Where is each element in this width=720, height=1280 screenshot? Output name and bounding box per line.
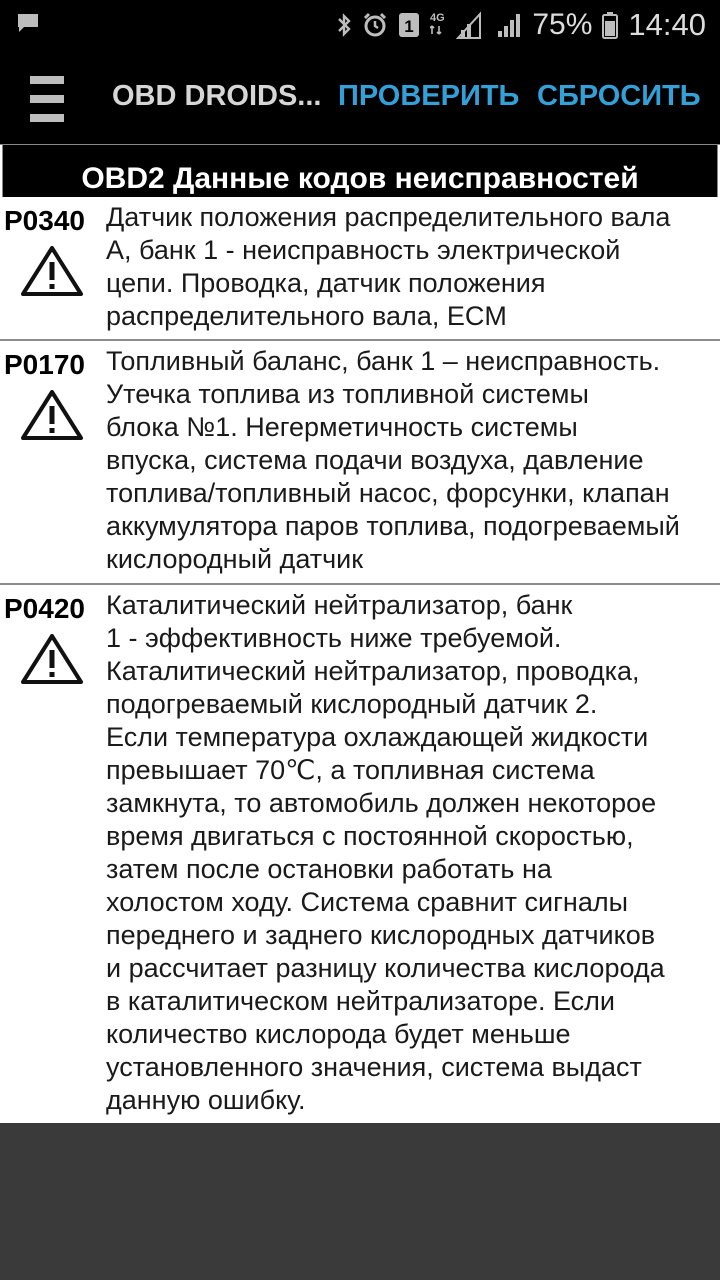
sim-label: 1 [404, 17, 415, 36]
reset-button[interactable]: СБРОСИТЬ [537, 80, 701, 112]
row-left [0, 585, 104, 1123]
panel-title-text: OBD2 Данные кодов неисправностей [81, 162, 639, 195]
trouble-code-description: Топливный баланс, банк 1 – неисправность. Утечка топлива из топливной системы блока №1. Негерметичность системы впуска, система подачи воздуха, давление топлива/топливный насос, форсунки, клапан аккумулятора паров топлива, подогреваемый кислородный датчик [106, 346, 680, 574]
sim1-icon [398, 12, 420, 38]
warning-triangle-icon [20, 245, 84, 297]
battery-icon [602, 11, 618, 39]
row-left [0, 197, 104, 339]
trouble-code: P0170 [4, 349, 85, 380]
network-label: 4G [430, 12, 446, 24]
status-bar [0, 0, 720, 50]
battery-percent: 75% [532, 8, 593, 41]
app-bar [0, 50, 720, 144]
message-icon [16, 12, 40, 34]
status-icons [336, 0, 706, 50]
trouble-code-description: Каталитический нейтрализатор, банк 1 - эффективность ниже требуемой. Каталитический нейтрализатор, проводка, подогреваемый кислородный датчик 2. Если температура охлаждающей жидкости превышает 70℃, а топливная система замкнута, то автомобиль должен некоторое время двигаться с постоянной скоростью, затем после остановки работать на холостом ходу. Система сравнит сигналы переднего и заднего кислородных датчиков и рассчитает разницу количества кислорода в каталитическом нейтрализаторе. Если количество кислорода будет меньше установленного значения, система выдаст данную ошибку. [106, 590, 665, 1115]
clock-time: 14:40 [628, 7, 706, 42]
bluetooth-icon [336, 12, 352, 38]
network-4g-signal-icon [430, 10, 486, 40]
panel-title [2, 145, 718, 197]
alarm-icon [362, 12, 388, 38]
row-left [0, 341, 104, 583]
hamburger-menu-icon[interactable] [30, 76, 64, 122]
warning-triangle-icon [20, 389, 84, 441]
app-title: OBD DROIDS... [112, 80, 322, 112]
check-button[interactable]: ПРОВЕРИТЬ [338, 80, 520, 112]
warning-triangle-icon [20, 633, 84, 685]
content-area [0, 144, 720, 1280]
trouble-code-description: Датчик положения распределительного вала А, банк 1 - неисправность электрической цепи. Проводка, датчик положения распределительного вала, ECM [106, 202, 671, 331]
trouble-codes-panel [0, 144, 720, 1123]
trouble-code: P0340 [4, 205, 85, 236]
trouble-code: P0420 [4, 593, 85, 624]
signal-icon [496, 11, 522, 39]
trouble-code-row[interactable] [0, 585, 720, 1123]
trouble-code-row[interactable] [0, 341, 720, 585]
trouble-code-row[interactable] [0, 197, 720, 341]
